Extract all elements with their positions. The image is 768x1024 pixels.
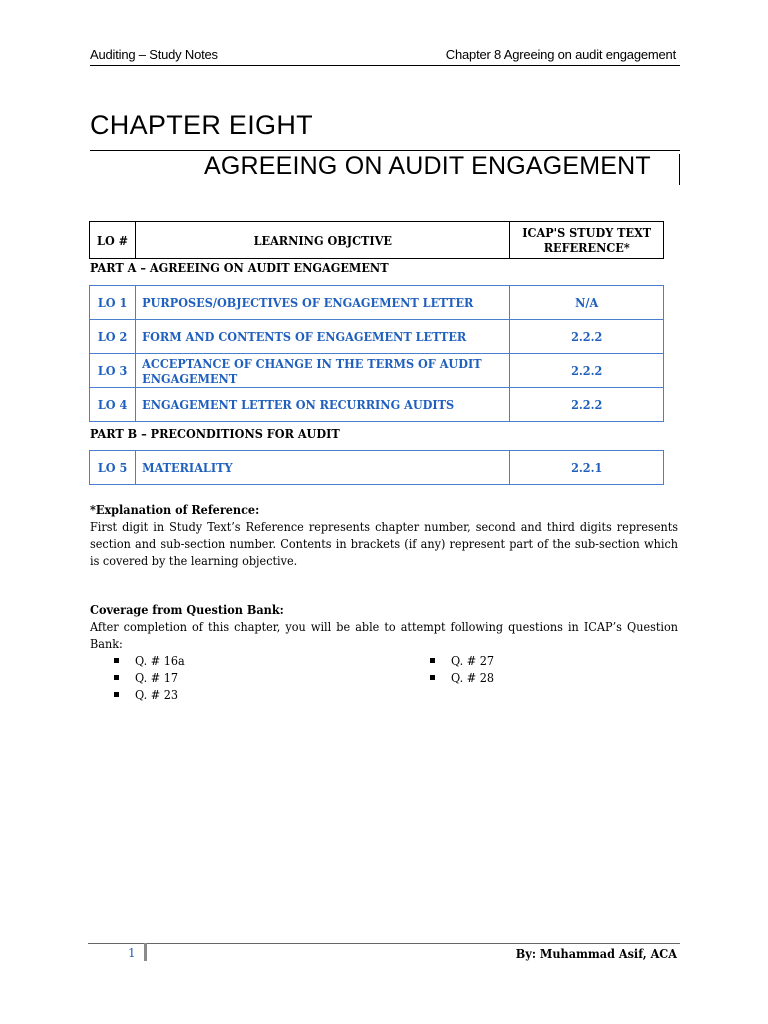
list-item bbox=[430, 652, 494, 669]
coverage-text: After completion of this chapter, you will be able to attempt following questions in ICAP’s Question Bank: bbox=[90, 619, 678, 651]
list-item bbox=[114, 669, 185, 686]
bullet-square-icon bbox=[114, 675, 119, 680]
header-reference-line2: REFERENCE* bbox=[543, 240, 630, 255]
bullet-square-icon bbox=[114, 658, 119, 663]
explanation-text: First digit in Study Text’s Reference represents chapter number, second and third digits represents section and sub-section number. Contents in brackets (if any) represent part of the sub-section which is covered by the learning objective. bbox=[90, 519, 678, 568]
lo-number: LO 5 bbox=[90, 451, 136, 485]
question-list-right bbox=[430, 652, 494, 686]
lo-objective: FORM AND CONTENTS OF ENGAGEMENT LETTER bbox=[136, 320, 510, 354]
lo-objective: ACCEPTANCE OF CHANGE IN THE TERMS OF AUDIT ENGAGEMENT bbox=[136, 354, 510, 388]
lo-number: LO 1 bbox=[90, 286, 136, 320]
list-item bbox=[430, 669, 494, 686]
lo-reference: N/A bbox=[510, 286, 664, 320]
footer-author: By: Muhammad Asif, ACA bbox=[515, 946, 677, 961]
list-item bbox=[114, 686, 185, 703]
table-row bbox=[90, 354, 664, 388]
bullet-square-icon bbox=[430, 658, 435, 663]
question-ref: Q. # 27 bbox=[451, 653, 495, 668]
part-b-label: PART B – PRECONDITIONS FOR AUDIT bbox=[90, 426, 340, 441]
lo-number: LO 2 bbox=[90, 320, 136, 354]
question-ref: Q. # 17 bbox=[135, 670, 179, 685]
lo-objective: PURPOSES/OBJECTIVES OF ENGAGEMENT LETTER bbox=[136, 286, 510, 320]
footer-divider bbox=[88, 943, 680, 944]
table-row bbox=[90, 388, 664, 422]
question-ref: Q. # 28 bbox=[451, 670, 495, 685]
lo-reference: 2.2.2 bbox=[510, 354, 664, 388]
bullet-square-icon bbox=[114, 692, 119, 697]
page-number: 1 bbox=[128, 946, 136, 960]
header-reference bbox=[510, 222, 664, 259]
chapter-subtitle: AGREEING ON AUDIT ENGAGEMENT bbox=[204, 152, 651, 180]
lo-reference: 2.2.2 bbox=[510, 388, 664, 422]
lo-number: LO 4 bbox=[90, 388, 136, 422]
table-row bbox=[90, 451, 664, 485]
bullet-square-icon bbox=[430, 675, 435, 680]
lo-objective: MATERIALITY bbox=[136, 451, 510, 485]
lo-reference: 2.2.1 bbox=[510, 451, 664, 485]
chapter-title: CHAPTER EIGHT bbox=[90, 110, 313, 140]
lo-table-header bbox=[89, 221, 664, 259]
lo-objective: ENGAGEMENT LETTER ON RECURRING AUDITS bbox=[136, 388, 510, 422]
coverage-heading: Coverage from Question Bank: bbox=[90, 602, 284, 617]
part-a-table bbox=[89, 285, 664, 422]
chapter-rule bbox=[90, 150, 680, 151]
list-item bbox=[114, 652, 185, 669]
header-reference-line1: ICAP'S STUDY TEXT bbox=[522, 225, 652, 240]
header-lo: LO # bbox=[90, 222, 136, 259]
question-list-left bbox=[114, 652, 185, 703]
header-left: Auditing – Study Notes bbox=[90, 47, 218, 62]
header-objective: LEARNING OBJCTIVE bbox=[136, 222, 510, 259]
footer-bar bbox=[144, 943, 147, 961]
lo-number: LO 3 bbox=[90, 354, 136, 388]
table-row bbox=[90, 286, 664, 320]
header-divider bbox=[90, 65, 680, 66]
chapter-subtitle-bar bbox=[679, 154, 680, 185]
explanation-heading: *Explanation of Reference: bbox=[90, 502, 260, 517]
question-ref: Q. # 16a bbox=[135, 653, 185, 668]
header-right: Chapter 8 Agreeing on audit engagement bbox=[445, 47, 676, 62]
part-b-table bbox=[89, 450, 664, 485]
lo-reference: 2.2.2 bbox=[510, 320, 664, 354]
table-row bbox=[90, 320, 664, 354]
part-a-label: PART A – AGREEING ON AUDIT ENGAGEMENT bbox=[90, 260, 389, 275]
question-ref: Q. # 23 bbox=[135, 687, 179, 702]
